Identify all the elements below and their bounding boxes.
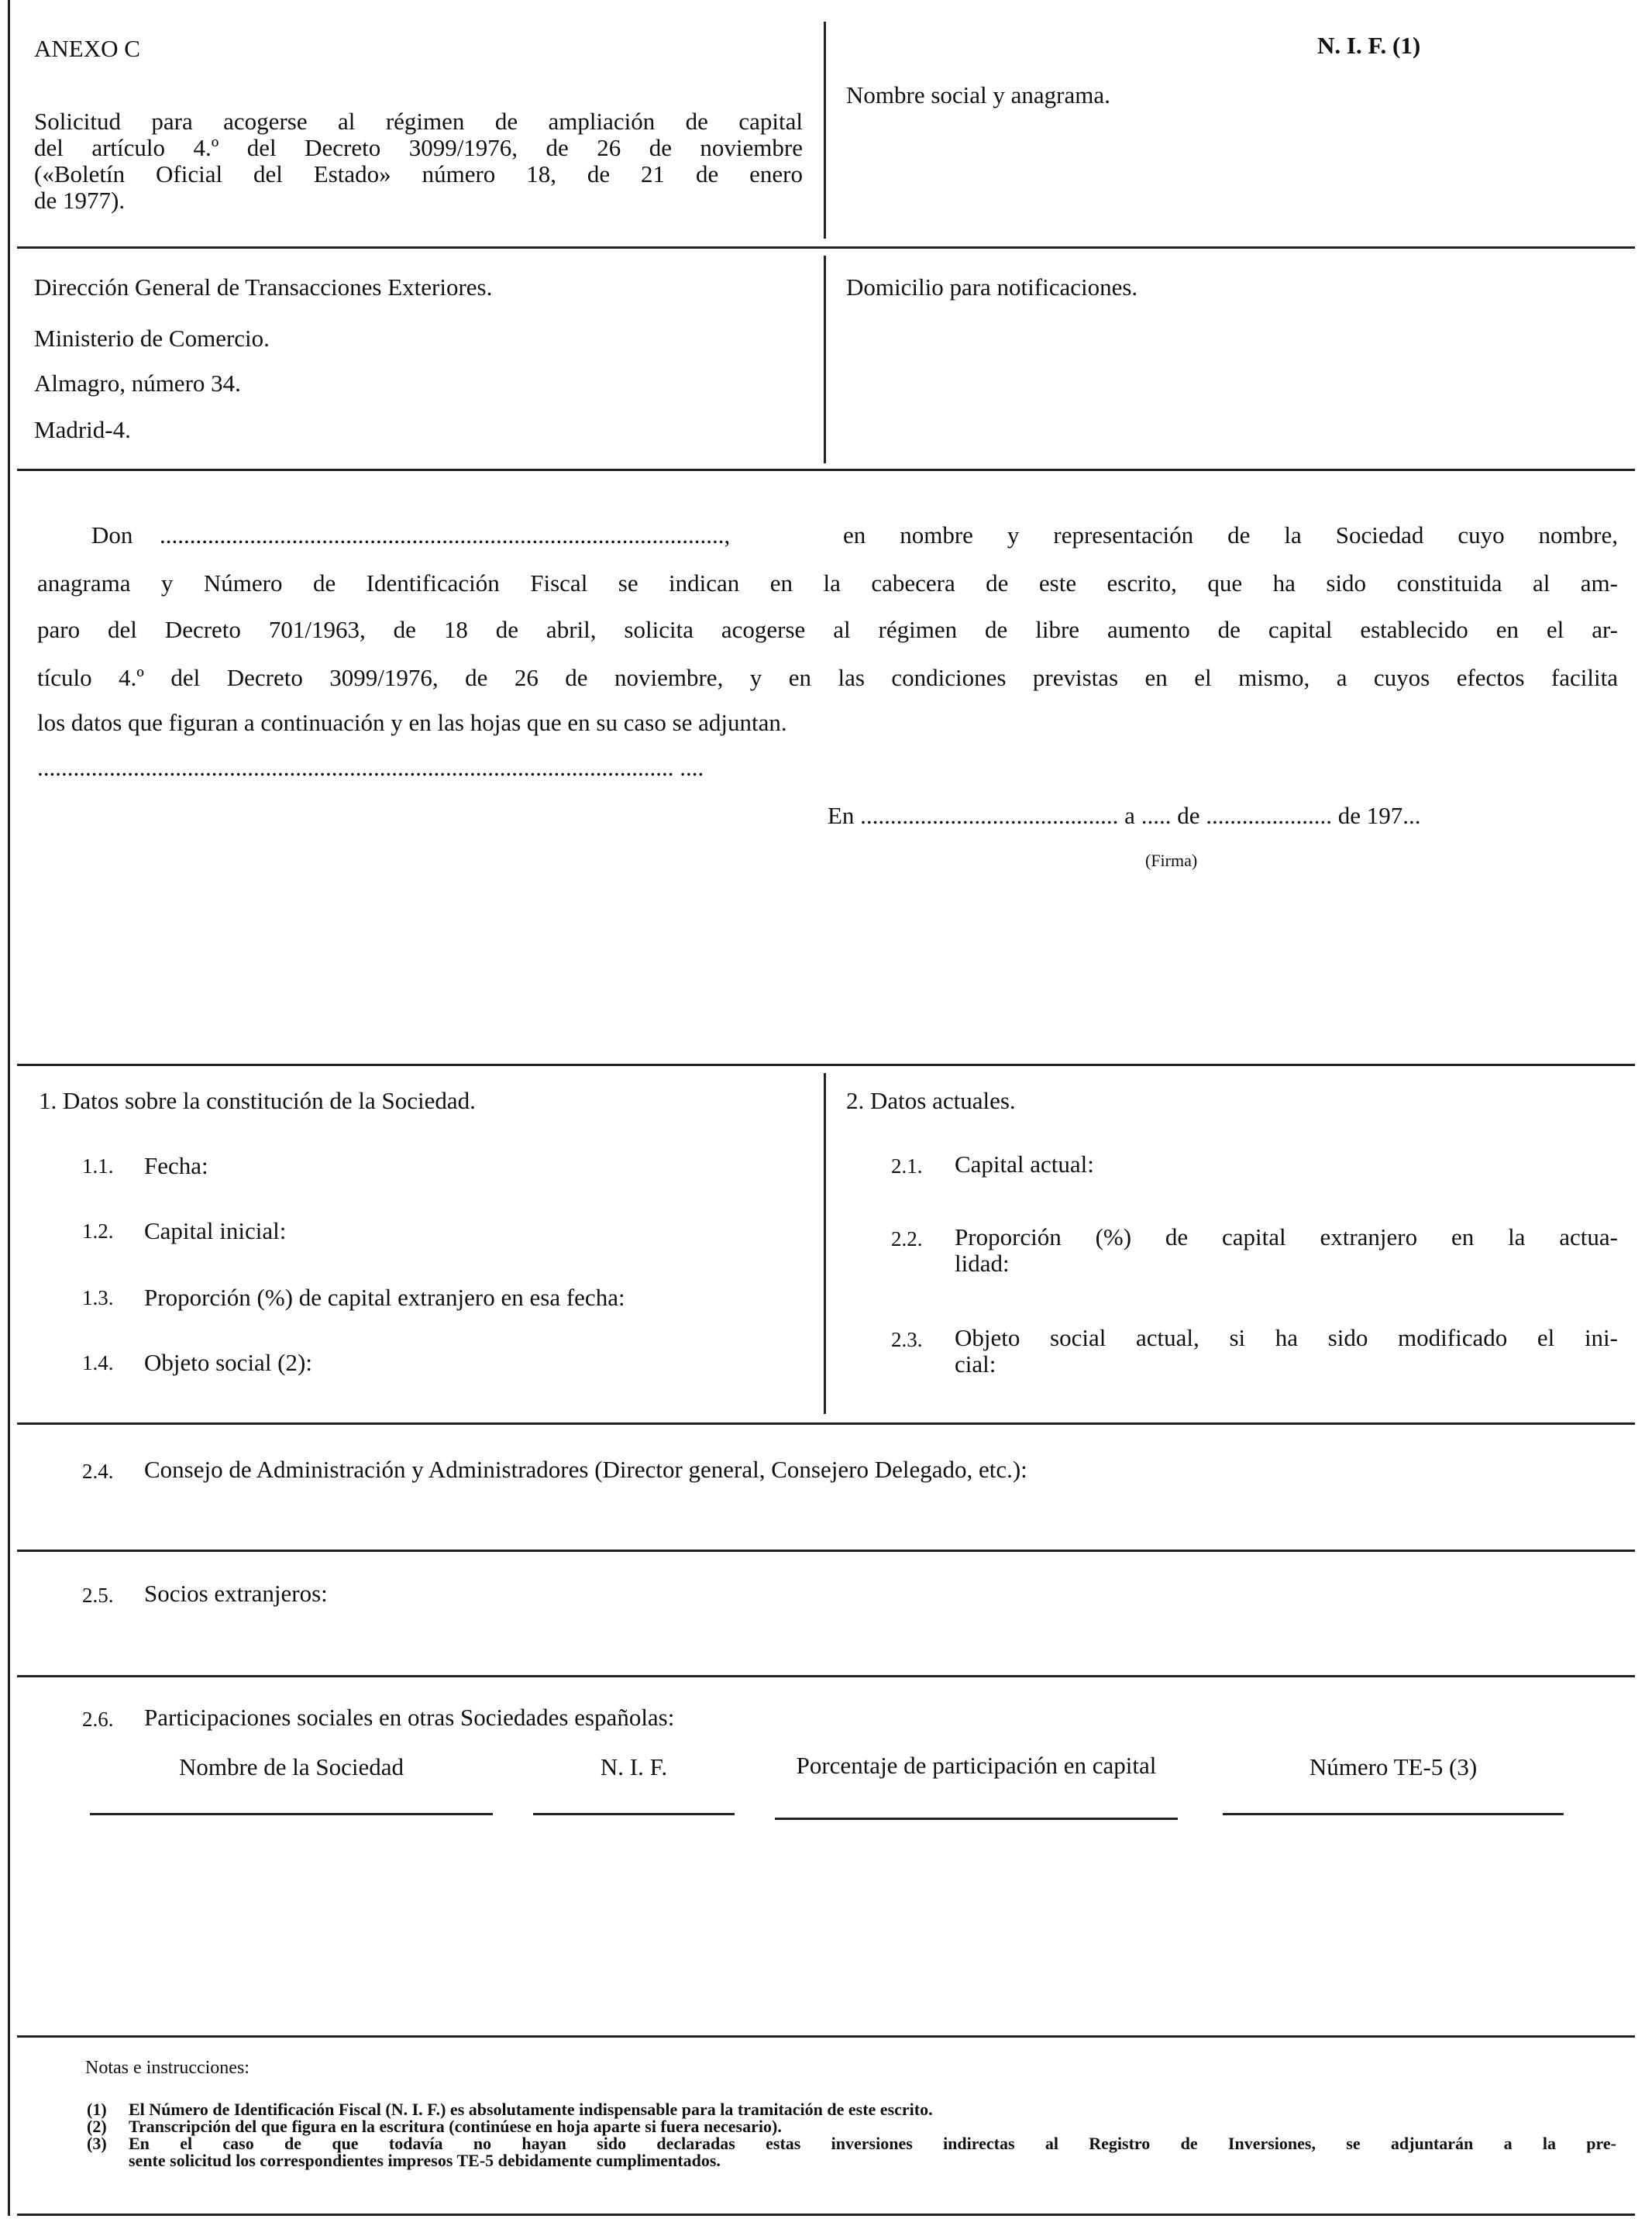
- section24-divider: [17, 1422, 1635, 1425]
- section1-title: 1. Datos sobre la constitución de la Sociedad.: [39, 1087, 476, 1114]
- declaration-line-3: paro del Decreto 701/1963, de 18 de abril, solicita acogerse al régimen de libre aumento de capital establecido en el ar-: [37, 616, 1618, 643]
- solicitud-line-4: de 1977).: [34, 187, 126, 214]
- note-text: El Número de Identificación Fiscal (N. I. F.) es absolutamente indispensable para la tramitación de este escrito.: [129, 2100, 933, 2119]
- nif-field-label: N. I. F. (1): [1317, 32, 1421, 59]
- section2-item-num: 2.3.: [891, 1328, 923, 1351]
- section25-num: 2.5.: [82, 1584, 114, 1607]
- section1-item-num: 1.3.: [82, 1286, 114, 1309]
- section26-divider: [17, 1675, 1635, 1677]
- data-center-divider: [824, 1073, 826, 1414]
- section2-item-num: 2.1.: [891, 1154, 923, 1178]
- objeto-social-field[interactable]: Objeto social (2):: [144, 1349, 312, 1376]
- objeto-actual-line-2: cial:: [955, 1350, 996, 1378]
- section2-title: 2. Datos actuales.: [846, 1087, 1016, 1114]
- note-number: (1): [87, 2100, 107, 2119]
- header-center-divider: [824, 22, 826, 239]
- proporcion-inicial-field[interactable]: Proporción (%) de capital extranjero en esa fecha:: [144, 1284, 625, 1311]
- section25-divider: [17, 1550, 1635, 1552]
- solicitud-line-1: Solicitud para acogerse al régimen de ampliación de capital: [34, 108, 803, 135]
- address-line-4: Madrid-4.: [34, 416, 131, 443]
- section26-num: 2.6.: [82, 1708, 114, 1731]
- notes-divider: [17, 2035, 1635, 2038]
- bottom-border: [17, 2214, 1635, 2216]
- section1-item-num: 1.1.: [82, 1154, 114, 1178]
- firma-label: (Firma): [1145, 851, 1198, 870]
- section24-num: 2.4.: [82, 1460, 114, 1483]
- note-number: (2): [87, 2117, 107, 2136]
- note-text: En el caso de que todavía no hayan sido declaradas estas inversiones indirectas al Registro de Inversiones, se adjuntarán a la pre-: [129, 2134, 1616, 2153]
- proporcion-actual-field[interactable]: Proporción (%) de capital extranjero en la actua-: [955, 1223, 1618, 1250]
- fecha-field[interactable]: Fecha:: [144, 1152, 208, 1179]
- address-center-divider: [824, 256, 826, 463]
- section2-item-num: 2.2.: [891, 1227, 923, 1250]
- place-date-field[interactable]: En ........................................... a ..... de ..................... de 197...: [828, 802, 1421, 829]
- declaration-dots-line[interactable]: .......................................................................................................... ....: [37, 754, 704, 781]
- socios-field[interactable]: Socios extranjeros:: [144, 1580, 328, 1607]
- declaration-don: Don: [91, 521, 133, 549]
- col-header-porcentaje: Porcentaje de participación en capital: [796, 1752, 1157, 1779]
- section1-item-num: 1.4.: [82, 1351, 114, 1374]
- col-nombre-field[interactable]: [90, 1813, 493, 1815]
- notes-title: Notas e instrucciones:: [85, 2058, 250, 2078]
- nombre-social-field[interactable]: Nombre social y anagrama.: [846, 81, 1110, 108]
- col-header-nif: N. I. F.: [600, 1753, 668, 1780]
- declaration-line-2: anagrama y Número de Identificación Fiscal se indican en la cabecera de este escrito, que ha sido constituida al am-: [37, 569, 1618, 597]
- declaration-line-1: en nombre y representación de la Sociedad cuyo nombre,: [843, 521, 1618, 549]
- col-te5-field[interactable]: [1223, 1813, 1564, 1815]
- solicitud-line-3: («Boletín Oficial del Estado» número 18, de 21 de enero: [34, 160, 803, 187]
- note-number: (3): [87, 2134, 107, 2153]
- consejo-field[interactable]: Consejo de Administración y Administradores (Director general, Consejero Delegado, etc.):: [144, 1456, 1027, 1483]
- declaration-line-5: los datos que figuran a continuación y en las hojas que en su caso se adjuntan.: [37, 709, 787, 736]
- domicilio-field[interactable]: Domicilio para notificaciones.: [846, 273, 1138, 301]
- section1-item-num: 1.2.: [82, 1219, 114, 1243]
- address-line-2: Ministerio de Comercio.: [34, 325, 270, 352]
- declaration-line-4: tículo 4.º del Decreto 3099/1976, de 26 de noviembre, y en las condiciones previstas en el mismo, a cuyos efectos facilita: [37, 664, 1618, 691]
- col-header-nombre: Nombre de la Sociedad: [178, 1753, 404, 1780]
- address-divider: [17, 469, 1635, 471]
- objeto-actual-field[interactable]: Objeto social actual, si ha sido modificado el ini-: [955, 1324, 1618, 1351]
- section1-divider: [17, 1064, 1635, 1066]
- address-line-1: Dirección General de Transacciones Exteriores.: [34, 273, 493, 301]
- col-nif-field[interactable]: [533, 1813, 735, 1815]
- capital-actual-field[interactable]: Capital actual:: [955, 1151, 1094, 1178]
- col-header-te5: Número TE-5 (3): [1309, 1753, 1478, 1780]
- note-text: Transcripción del que figura en la escritura (continúese en hoja aparte si fuera necesario).: [129, 2117, 782, 2136]
- address-line-3: Almagro, número 34.: [34, 370, 241, 397]
- note-text: sente solicitud los correspondientes impresos TE-5 debidamente cumplimentados.: [129, 2151, 721, 2170]
- anexo-label: ANEXO C: [34, 35, 140, 62]
- col-porcentaje-field[interactable]: [775, 1818, 1178, 1820]
- participaciones-label: Participaciones sociales en otras Sociedades españolas:: [144, 1704, 675, 1731]
- don-name-field[interactable]: ..............................................................................................,: [160, 521, 731, 549]
- solicitud-line-2: del artículo 4.º del Decreto 3099/1976, de 26 de noviembre: [34, 134, 803, 161]
- left-border: [8, 0, 10, 2216]
- capital-inicial-field[interactable]: Capital inicial:: [144, 1217, 287, 1244]
- top-divider: [17, 246, 1635, 249]
- proporcion-actual-line-2: lidad:: [955, 1250, 1010, 1277]
